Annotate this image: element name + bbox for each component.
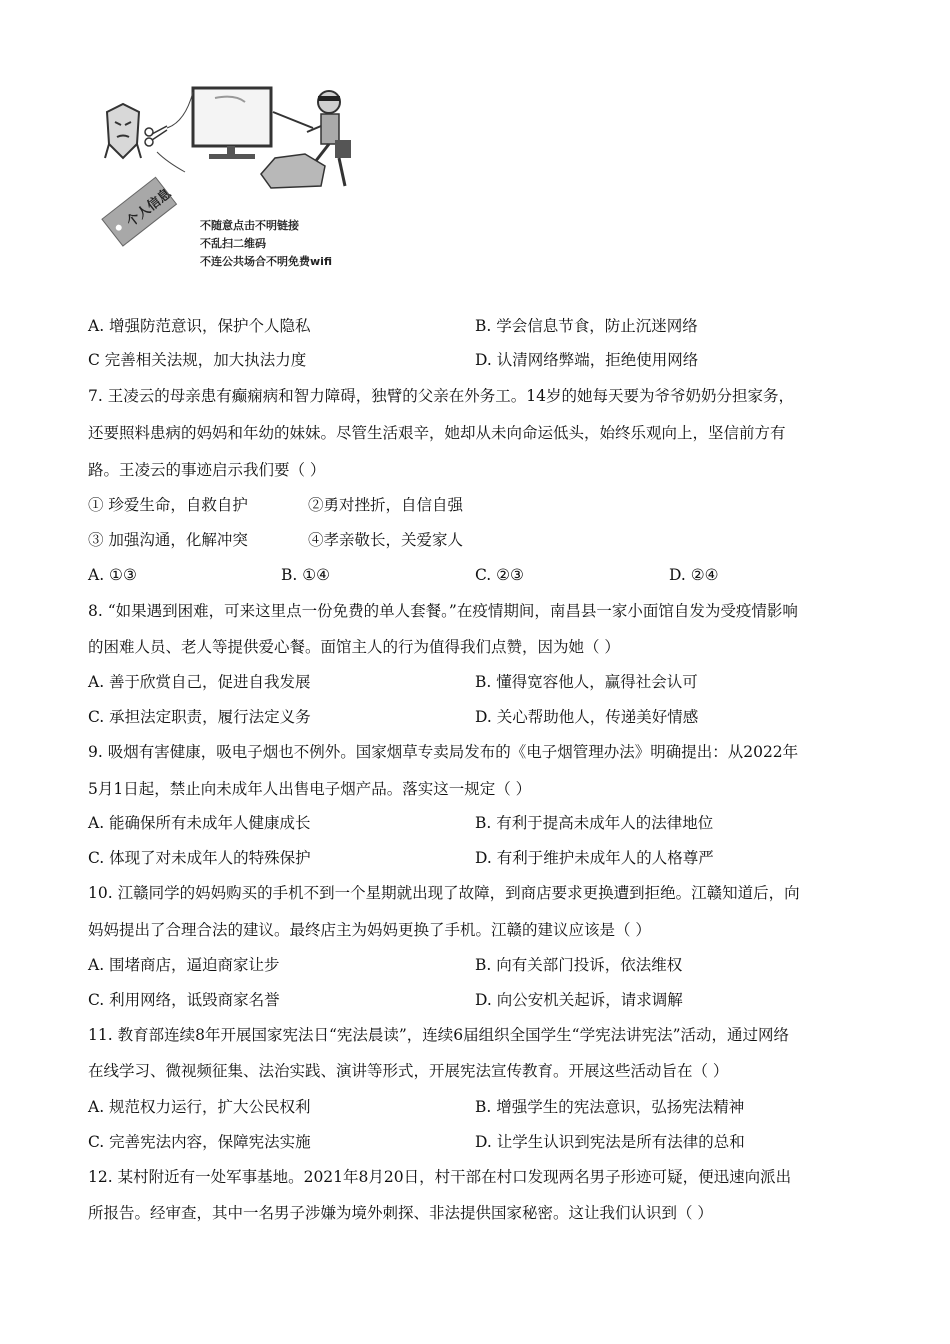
q12-stem-line-2: 所报告。经审查，其中一名男子涉嫌为境外刺探、非法提供国家秘密。这让我们认识到（ ） — [88, 1204, 713, 1222]
q8-stem-line-1: 8. “如果遇到困难，可来这里点一份免费的单人套餐。”在疫情期间，南昌县一家小面馆自发为受疫情影响 — [88, 602, 798, 620]
q9-option-b: B. 有利于提高未成年人的法律地位 — [475, 814, 714, 832]
illustration-caption-1: 不随意点击不明链接 — [200, 219, 299, 232]
q10-stem-line-1: 10. 江赣同学的妈妈购买的手机不到一个星期就出现了故障，到商店要求更换遭到拒绝。江赣知道后，向 — [88, 884, 800, 902]
q10-option-c: C. 利用网络，诋毁商家名誉 — [88, 991, 280, 1009]
q10-option-d: D. 向公安机关起诉，请求调解 — [475, 991, 683, 1009]
q7-option-a: A. ①③ — [88, 566, 137, 584]
q7-item-1: ① 珍爱生命，自救自护 — [88, 496, 248, 514]
q11-option-c: C. 完善宪法内容，保障宪法实施 — [88, 1133, 311, 1151]
q10-stem-line-2: 妈妈提出了合理合法的建议。最终店主为妈妈更换了手机。江赣的建议应该是（ ） — [88, 921, 651, 939]
q11-stem-line-1: 11. 教育部连续8年开展国家宪法日“宪法晨读”，连续6届组织全国学生“学宪法讲宪法”活动，通过网络 — [88, 1026, 789, 1044]
q7-option-b: B. ①④ — [281, 566, 331, 584]
q7-stem-line-3: 路。王凌云的事迹启示我们要（ ） — [88, 461, 326, 479]
tag-label: 个人信息 — [124, 186, 175, 231]
q9-option-a: A. 能确保所有未成年人健康成长 — [88, 814, 311, 832]
q7-stem-line-1: 7. 王凌云的母亲患有癫痫病和智力障碍，独臂的父亲在外务工。14岁的她每天要为爷爷奶奶分担家务， — [88, 387, 794, 405]
q9-stem-line-1: 9. 吸烟有害健康，吸电子烟也不例外。国家烟草专卖局发布的《电子烟管理办法》明确提出：从2022年 — [88, 743, 799, 761]
q11-option-b: B. 增强学生的宪法意识，弘扬宪法精神 — [475, 1098, 745, 1116]
q6-option-d: D. 认清网络弊端，拒绝使用网络 — [475, 351, 699, 369]
q6-option-c: C 完善相关法规，加大执法力度 — [88, 351, 307, 369]
illustration-caption-3: 不连公共场合不明免费wifi — [200, 255, 333, 268]
q10-option-a: A. 围堵商店，逼迫商家让步 — [88, 956, 280, 974]
q8-option-d: D. 关心帮助他人，传递美好情感 — [475, 708, 699, 726]
q6-option-a: A. 增强防范意识，保护个人隐私 — [88, 317, 311, 335]
q7-option-d: D. ②④ — [669, 566, 719, 584]
q9-option-d: D. 有利于维护未成年人的人格尊严 — [475, 849, 714, 867]
q6-option-b: B. 学会信息节食，防止沉迷网络 — [475, 317, 698, 335]
q11-option-a: A. 规范权力运行，扩大公民权利 — [88, 1098, 311, 1116]
q7-item-3: ③ 加强沟通，化解冲突 — [88, 531, 248, 549]
q7-item-2: ②勇对挫折，自信自强 — [308, 496, 464, 514]
q11-stem-line-2: 在线学习、微视频征集、法治实践、演讲等形式，开展宪法宣传教育。开展这些活动旨在（ ） — [88, 1062, 729, 1080]
q7-option-c: C. ②③ — [475, 566, 524, 584]
q9-option-c: C. 体现了对未成年人的特殊保护 — [88, 849, 311, 867]
q7-item-4: ④孝亲敬长，关爱家人 — [308, 531, 464, 549]
q8-option-b: B. 懂得宽容他人，赢得社会认可 — [475, 673, 698, 691]
q7-stem-line-2: 还要照料患病的妈妈和年幼的妹妹。尽管生活艰辛，她却从未向命运低头，始终乐观向上，坚信前方有 — [88, 424, 786, 442]
q8-stem-line-2: 的困难人员、老人等提供爱心餐。面馆主人的行为值得我们点赞，因为她（ ） — [88, 638, 620, 656]
q12-stem-line-1: 12. 某村附近有一处军事基地。2021年8月20日，村干部在村口发现两名男子形迹可疑，便迅速向派出 — [88, 1168, 792, 1186]
q11-option-d: D. 让学生认识到宪法是所有法律的总和 — [475, 1133, 745, 1151]
q8-option-a: A. 善于欣赏自己，促进自我发展 — [88, 673, 311, 691]
q9-stem-line-2: 5月1日起，禁止向未成年人出售电子烟产品。落实这一规定（ ） — [88, 780, 532, 798]
illustration-caption-2: 不乱扫二维码 — [200, 237, 266, 250]
q10-option-b: B. 向有关部门投诉，依法维权 — [475, 956, 683, 974]
q8-option-c: C. 承担法定职责，履行法定义务 — [88, 708, 311, 726]
